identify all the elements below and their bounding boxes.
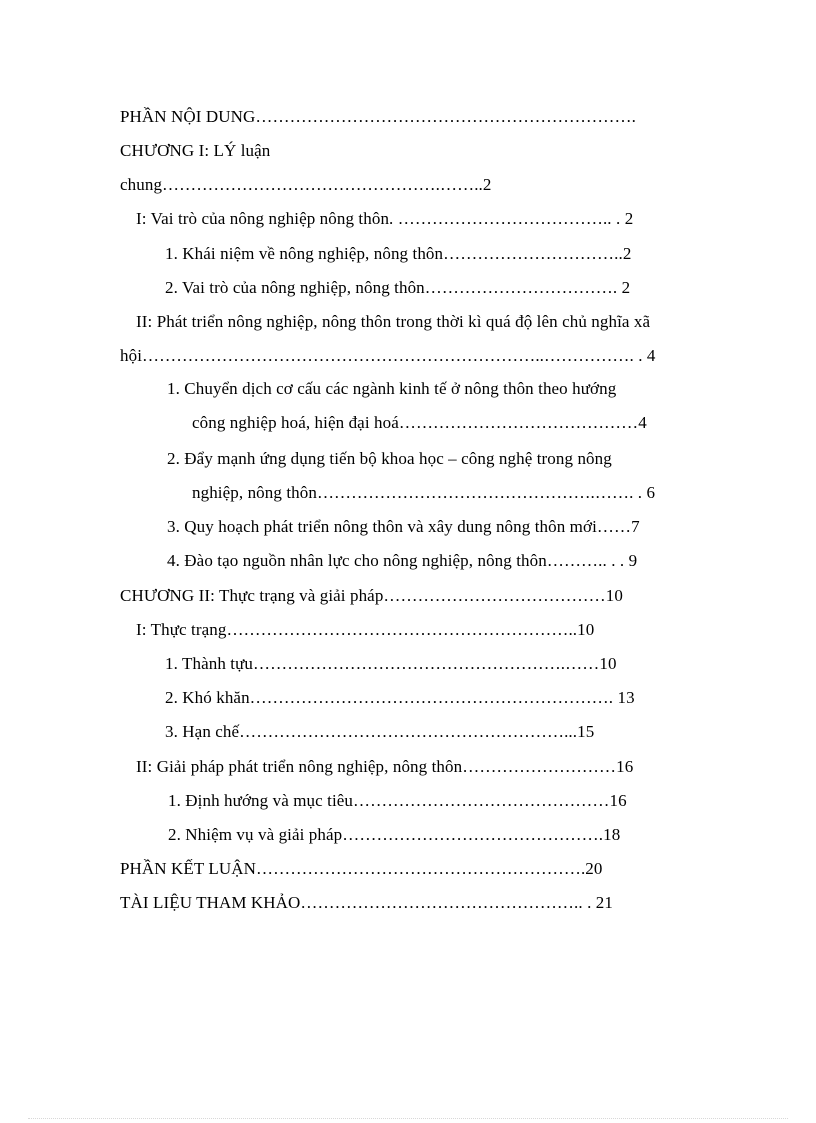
toc-c1-s2-item-1: 1. Chuyển dịch cơ cấu các ngành kinh tế ở nông thôn theo hướng <box>167 379 617 398</box>
toc-c1-section-2-cont: hội……………………………………………………………..……………. . 4 <box>120 346 656 365</box>
toc-c2-section-1: I: Thực trạng……………………………………………………..10 <box>136 620 595 639</box>
toc-conclusion: PHẦN KẾT LUẬN………………………………………………….20 <box>120 859 603 878</box>
toc-chapter-1-title: CHƯƠNG I: LÝ luận <box>120 141 271 160</box>
toc-c1-s2-item-1-cont: công nghiệp hoá, hiện đại hoá……………………………………4 <box>192 413 647 432</box>
toc-c1-s1-item-2: 2. Vai trò của nông nghiệp, nông thôn……………………………. 2 <box>165 278 631 297</box>
toc-c2-s1-item-2: 2. Khó khăn………………………………………………………. 13 <box>165 688 635 707</box>
toc-c2-s1-item-3: 3. Hạn chế…………………………………………………...15 <box>165 722 595 741</box>
page-bottom-divider <box>28 1118 788 1119</box>
toc-chapter-1-title-cont: chung………………………………………….……..2 <box>120 175 492 194</box>
toc-c1-s2-item-3: 3. Quy hoạch phát triển nông thôn và xây dung nông thôn mới……7 <box>167 517 640 536</box>
toc-part-content: PHẦN NỘI DUNG…………………………………………………………. <box>120 107 636 126</box>
toc-c1-s2-item-2-cont: nghiệp, nông thôn………………………………………….……. . 6 <box>192 483 656 502</box>
toc-c2-s1-item-1: 1. Thành tựu……………………………………………….……10 <box>165 654 617 673</box>
toc-c1-section-1: I: Vai trò của nông nghiệp nông thôn. ……………………………….. . 2 <box>136 209 634 228</box>
toc-c1-s2-item-2: 2. Đẩy mạnh ứng dụng tiến bộ khoa học – công nghệ trong nông <box>167 449 612 468</box>
toc-c1-s2-item-4: 4. Đào tạo nguồn nhân lực cho nông nghiệp, nông thôn……….. . . 9 <box>167 551 638 570</box>
toc-c1-s1-item-1: 1. Khái niệm về nông nghiệp, nông thôn…………………………..2 <box>165 244 632 263</box>
toc-c1-section-2: II: Phát triển nông nghiệp, nông thôn trong thời kì quá độ lên chủ nghĩa xã <box>136 312 651 331</box>
toc-references: TÀI LIỆU THAM KHẢO………………………………………….. . 21 <box>120 893 613 912</box>
toc-c2-s2-item-2: 2. Nhiệm vụ và giải pháp……………………………………….18 <box>168 825 621 844</box>
toc-c2-section-2: II: Giải pháp phát triển nông nghiệp, nông thôn………………………16 <box>136 757 634 776</box>
toc-c2-s2-item-1: 1. Định hướng và mục tiêu………………………………………16 <box>168 791 627 810</box>
toc-chapter-2-title: CHƯƠNG II: Thực trạng và giải pháp…………………………………10 <box>120 586 623 605</box>
